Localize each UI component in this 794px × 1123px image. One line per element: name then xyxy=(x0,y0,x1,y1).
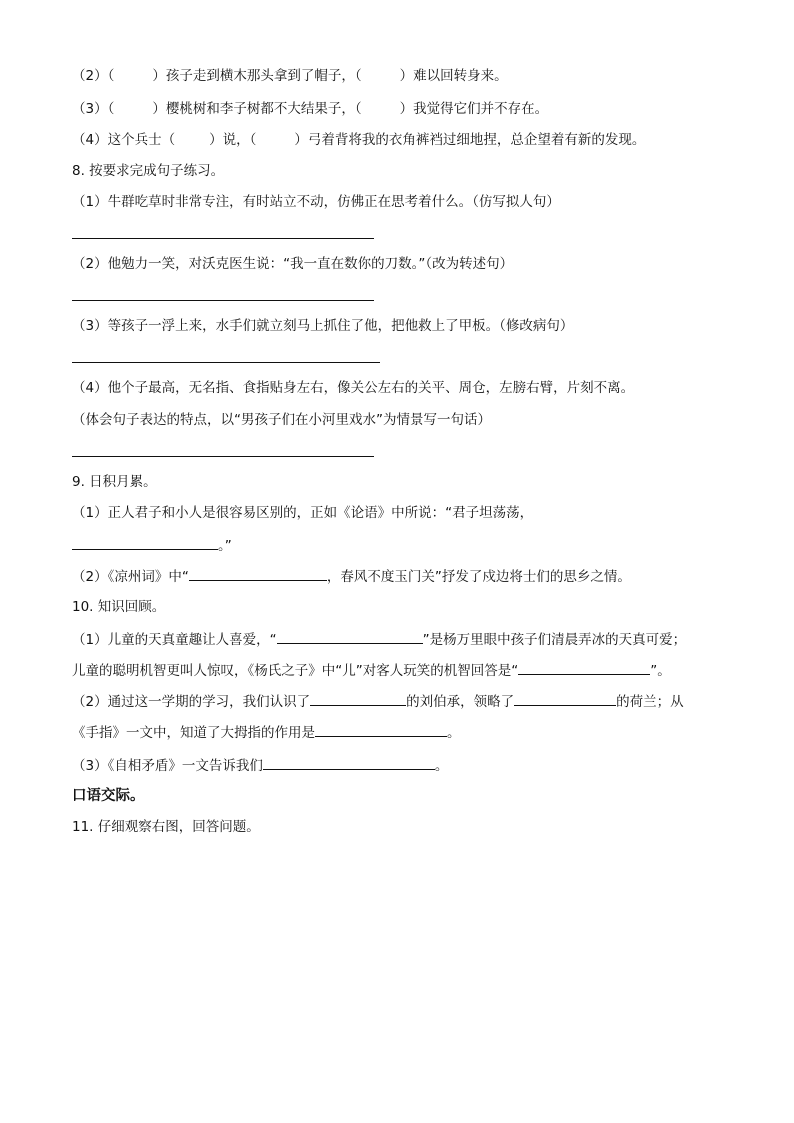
q10-blank-6[interactable] xyxy=(263,755,435,770)
q10-blank-1[interactable] xyxy=(277,629,423,644)
q8-sentence-4: （4）他个子最高，无名指、食指贴身左右，像关公左右的关平、周仓，左膀右臂，片刻不离。 xyxy=(72,380,635,396)
q10-sentence-1: （1）儿童的天真童趣让人喜爱，“ ”是杨万里眼中孩子们清晨弄冰的天真可爱； xyxy=(72,629,686,650)
section-oral-communication-title: 口语交际。 xyxy=(72,788,145,804)
q9-blank-1[interactable] xyxy=(72,535,218,550)
q8-sentence-3: （3）等孩子一浮上来，水手们就立刻马上抓住了他，把他救上了甲板。（修改病句） xyxy=(72,318,574,334)
question-11-title: 11. 仔细观察右图，回答问题。 xyxy=(72,819,260,835)
q10-sentence-3: （3）《自相矛盾》一文告诉我们 。 xyxy=(72,755,448,776)
q7-item-2: （2）（ ）孩子走到横木那头拿到了帽子，（ ）难以回转身来。 xyxy=(72,68,508,84)
q10-blank-2[interactable] xyxy=(518,660,650,675)
q10-sentence-2: （2）通过这一学期的学习，我们认识了 的刘伯承，领略了 的荷兰；从 xyxy=(72,691,684,712)
q10-sentence-2-cont: 《手指》一文中，知道了大拇指的作用是 。 xyxy=(72,722,461,743)
q10-blank-5[interactable] xyxy=(315,722,447,737)
q10-blank-4[interactable] xyxy=(514,691,616,706)
q9-blank-2[interactable] xyxy=(189,566,327,581)
q8-answer-line-2[interactable] xyxy=(72,300,374,301)
q9-sentence-1: （1）正人君子和小人是很容易区别的，正如《论语》中所说：“君子坦荡荡， xyxy=(72,505,534,521)
q8-answer-line-3[interactable] xyxy=(72,362,380,363)
q8-sentence-1: （1）牛群吃草时非常专注，有时站立不动，仿佛正在思考着什么。（仿写拟人句） xyxy=(72,194,560,210)
question-10-title: 10. 知识回顾。 xyxy=(72,599,166,615)
question-9-title: 9. 日积月累。 xyxy=(72,474,157,490)
q9-sentence-2: （2）《凉州词》中“ ，春风不度玉门关”抒发了戍边将士们的思乡之情。 xyxy=(72,566,631,587)
q10-sentence-1-cont: 儿童的聪明机智更叫人惊叹，《杨氏之子》中“儿”对客人玩笑的机智回答是“ ”。 xyxy=(72,660,671,681)
q8-answer-line-4[interactable] xyxy=(72,456,374,457)
q7-item-3: （3）（ ）樱桃树和李子树都不大结果子，（ ）我觉得它们并不存在。 xyxy=(72,101,549,117)
q7-item-4: （4）这个兵士（ ）说，（ ）弓着背将我的衣角裤裆过细地捏，总企望着有新的发现。 xyxy=(72,132,646,148)
q9-sentence-1-cont: 。” xyxy=(72,535,232,556)
q10-blank-3[interactable] xyxy=(310,691,406,706)
question-8-title: 8. 按要求完成句子练习。 xyxy=(72,163,225,179)
q8-sentence-2: （2）他勉力一笑，对沃克医生说：“我一直在数你的刀数。”（改为转述句） xyxy=(72,256,514,272)
q8-answer-line-1[interactable] xyxy=(72,238,374,239)
q8-sentence-4-instruction: （体会句子表达的特点，以“男孩子们在小河里戏水”为情景写一句话） xyxy=(72,412,491,428)
